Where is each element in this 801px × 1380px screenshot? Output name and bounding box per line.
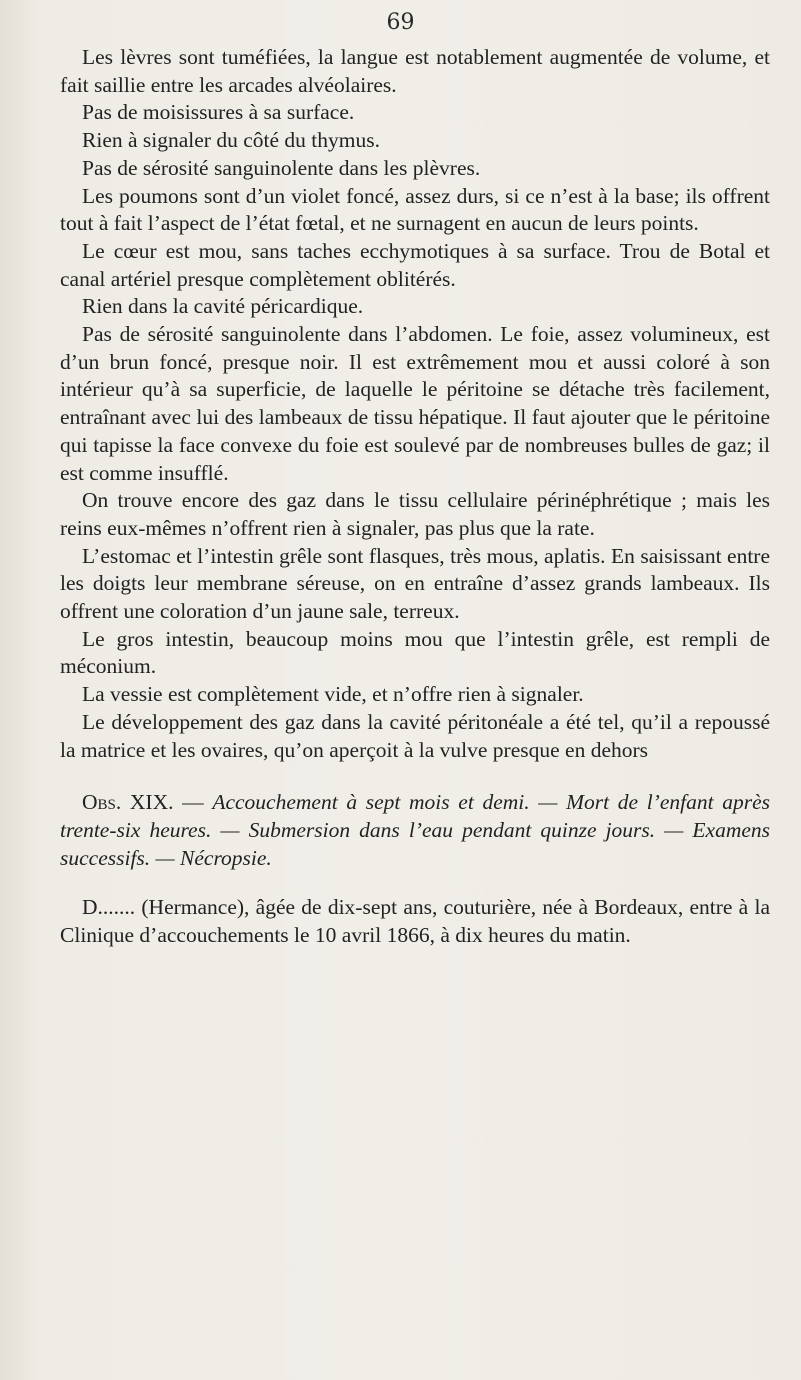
- paragraph: Pas de moisissures à sa surface.: [82, 100, 355, 125]
- body-text: [60, 44, 770, 950]
- paragraph: L’estomac et l’intestin grêle sont flasques, très mous, aplatis. En saisissant entre les doigts leur membrane séreuse, on en entraîne d’assez grands lambeaux. Ils offrent une coloration d’un jaune sale, terreux.: [60, 543, 770, 624]
- paragraph: Pas de sérosité sanguinolente dans l’abdomen. Le foie, assez volumineux, est d’un brun foncé, presque noir. Il est extrêmement mou et aussi coloré à son intérieur qu’à sa superficie, de laquelle le péritoine se détache très facilement, entraînant avec lui des lambeaux de tissu hépatique. Il faut ajouter que le péritoine qui tapisse la face convexe du foie est soulevé par de nombreuses bulles de gaz; il est comme insufflé.: [60, 322, 770, 485]
- paragraph: Rien à signaler du côté du thymus.: [82, 128, 380, 153]
- paragraph: Les poumons sont d’un violet foncé, assez durs, si ce n’est à la base; ils offrent tout à fait l’aspect de l’état fœtal, et ne surnagent en aucun de leurs points.: [60, 183, 770, 236]
- observation-separator: —: [173, 790, 213, 815]
- page-number: 69: [386, 10, 415, 35]
- paragraph: Rien dans la cavité péricardique.: [82, 294, 364, 319]
- observation-title: Accouchement à sept mois et demi. — Mort de l’enfant après trente-six heures. — Submersion dans l’eau pendant quinze jours. — Examens successifs. — Nécropsie.: [60, 790, 771, 870]
- observation-heading: [60, 789, 770, 872]
- observation-label: Obs. XIX.: [82, 790, 174, 815]
- paragraph: On trouve encore des gaz dans le tissu cellulaire périnéphrétique ; mais les reins eux-mêmes n’offrent rien à signaler, pas plus que la rate.: [60, 488, 770, 540]
- case-intro: D....... (Hermance), âgée de dix-sept ans, couturière, née à Bordeaux, entre à la Clinique d’accouchements le 10 avril 1866, à dix heures du matin.: [60, 895, 770, 948]
- paragraph: Le gros intestin, beaucoup moins mou que l’intestin grêle, est rempli de méconium.: [60, 626, 770, 679]
- paragraph: Pas de sérosité sanguinolente dans les plèvres.: [82, 155, 481, 180]
- paragraph: Le cœur est mou, sans taches ecchymotiques à sa surface. Trou de Botal et canal artériel presque complètement oblitérés.: [60, 238, 770, 291]
- paragraph: Les lèvres sont tuméfiées, la langue est notablement augmentée de volume, et fait saillie entre les arcades alvéolaires.: [60, 45, 770, 97]
- paragraph: Le développement des gaz dans la cavité péritonéale a été tel, qu’il a repoussé la matrice et les ovaires, qu’on aperçoit à la vulve presque en dehors: [60, 709, 770, 762]
- paragraph: La vessie est complètement vide, et n’offre rien à signaler.: [82, 682, 584, 707]
